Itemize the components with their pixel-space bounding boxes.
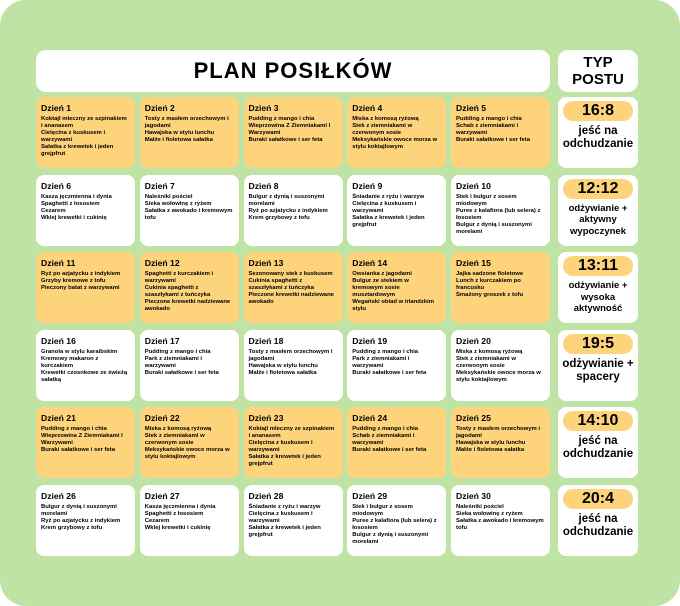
day-card [36, 175, 135, 246]
fasting-type-line2: POSTU [572, 71, 624, 88]
meal-item: Cukinia spaghetti z szaszłykami z tuńczyka [248, 278, 314, 292]
fasting-description: jeść na odchudzanie [562, 125, 634, 150]
meal-item: Bulgur z dynią i suszonymi morelami [456, 221, 532, 235]
meal-item: Krewetki czosnkowe ze świeżą sałatką [41, 369, 128, 383]
day-card [347, 175, 446, 246]
day-card [36, 330, 135, 401]
day-label: Dzień 9 [352, 180, 383, 191]
day-card [347, 330, 446, 401]
page-title: PLAN POSIŁKÓW [193, 58, 393, 83]
day-label: Dzień 5 [456, 103, 487, 113]
meal-item: Park z ziemniakami i warzywami [352, 355, 410, 369]
day-label: Dzień 28 [248, 490, 284, 501]
meal-item: Naleśniki pościel [456, 503, 504, 510]
day-card [347, 485, 446, 556]
meal-item: Krem grzybowy z tofu [248, 214, 310, 221]
meal-item: Hawajska w stylu lunchu [248, 362, 318, 369]
meal-item: Sałatka z awokado i kremowym tofu [144, 207, 233, 221]
day-card [347, 252, 446, 323]
meal-item: Wklej krewetki i cukinię [144, 524, 211, 531]
day-card [140, 97, 239, 168]
fasting-ratio: 13:11 [563, 256, 633, 276]
meal-item: Pudding z mango i chia [352, 348, 419, 355]
meal-item: Spaghetti z kurczakiem i warzywami [144, 271, 214, 285]
meal-item: Pudding z mango i chia [352, 426, 419, 433]
day-card [347, 97, 446, 168]
fasting-type-header [558, 50, 638, 92]
fasting-description: jeść na odchudzanie [562, 513, 634, 538]
meal-item: Stek z ziemniakami w czerwonym sosie [144, 433, 205, 447]
meal-item: Sałatka z krewetek i jeden grejpfrut [248, 454, 321, 468]
fasting-ratio: 12:12 [563, 179, 633, 199]
fasting-ratio: 19:5 [563, 334, 633, 354]
day-card [140, 485, 239, 556]
meal-item: Kremowy makaron z kurczakiem [41, 355, 99, 369]
meal-item: Cezarem [144, 517, 170, 524]
day-card [451, 485, 550, 556]
meal-item: Schab z ziemniakami i warzywami [456, 123, 519, 136]
meal-item: Tosty z masłem orzechowym i jagodami [144, 116, 229, 129]
meal-item: Wegański obiad w irlandzkim stylu [352, 299, 434, 313]
meal-item: Ryż po azjatycku z indykiem [41, 271, 121, 278]
meal-item: Stek i bulgur z sosem miodowym [456, 193, 517, 207]
days-grid [36, 97, 550, 556]
meal-item: Kasza jęczmienna i dynia [41, 193, 112, 200]
fasting-ratio: 16:8 [563, 101, 633, 121]
meal-item: Małże i fioletowa sałatka [144, 137, 213, 143]
meal-item: Buraki sałatkowe i ser feta [456, 137, 530, 143]
day-label: Dzień 2 [144, 103, 175, 113]
day-label: Dzień 7 [144, 180, 175, 191]
fasting-card [558, 97, 638, 168]
fasting-description: jeść na odchudzanie [562, 435, 634, 461]
day-label: Dzień 15 [456, 258, 491, 269]
meal-item: Cielęcina z kuskusem i warzywami [41, 130, 106, 143]
meal-item: Sieka wołowinę z ryżem [456, 510, 523, 517]
day-label: Dzień 23 [248, 413, 284, 424]
day-card [140, 407, 239, 478]
day-label: Dzień 24 [352, 413, 388, 424]
meal-item: Sieka wołowinę z ryżem [144, 200, 212, 207]
day-card [451, 252, 550, 323]
day-label: Dzień 13 [248, 258, 284, 269]
day-label: Dzień 8 [248, 180, 279, 191]
meal-item: Cielęcina z kuskusem i warzywami [352, 200, 417, 214]
day-label: Dzień 19 [352, 335, 388, 346]
day-card [140, 175, 239, 246]
meal-item: Puree z kalafiora (lub selera) z łososiem [352, 517, 437, 531]
day-card [347, 407, 446, 478]
meal-item: Lunch z kurczakiem po francusku [456, 278, 521, 292]
day-card [244, 330, 343, 401]
meal-item: Buraki sałatkowe i ser feta [41, 447, 115, 454]
meal-item: Pieczone krewetki nadziewane awokado [248, 292, 334, 306]
fasting-description: odżywianie + wysoka aktywność [568, 280, 628, 315]
day-card [36, 485, 135, 556]
meal-item: Buraki sałatkowe i ser feta [352, 369, 427, 376]
meal-item: Ryż po azjatycku z indykiem [41, 517, 121, 524]
meal-item: Pudding z mango i chia [248, 116, 315, 122]
fasting-type-line1: TYP [583, 54, 613, 71]
meal-item: Jajka sadzone fioletowe [456, 271, 524, 278]
fasting-description: odżywianie + spacery [562, 357, 634, 383]
day-card [244, 252, 343, 323]
meal-item: Spaghetti z łososiem [41, 200, 100, 207]
meal-item: Wklej krewetki i cukinię [41, 214, 107, 221]
day-card [244, 407, 343, 478]
meal-item: Bulgur z dynią i suszonymi morelami [248, 193, 325, 207]
meal-item: Naleśniki pościel [144, 193, 193, 200]
meal-item: Ryż po azjatycku z indykiem [248, 207, 328, 214]
meal-item: Granola w stylu karaibskim [41, 348, 118, 355]
meal-item: Cezarem [41, 207, 66, 214]
day-card [451, 97, 550, 168]
day-card [244, 97, 343, 168]
meal-item: Bulgur z dynią i suszonymi morelami [352, 531, 429, 545]
meal-item: Miska z komosą ryżową [352, 116, 419, 122]
meal-item: Wieprzowina Z Ziemniakami I Warzywami [41, 433, 123, 447]
meal-item: Koktajl mleczny ze szpinakiem i ananasem [248, 426, 335, 440]
meal-item: Kasza jęczmienna i dynia [144, 503, 216, 510]
day-card [140, 252, 239, 323]
day-label: Dzień 18 [248, 335, 284, 346]
meal-item: Pudding z mango i chia [144, 348, 211, 355]
meal-item: Tosty z masłem orzechowym i jagodami [456, 426, 541, 440]
meal-item: Stek i bulgur z sosem miodowym [352, 503, 413, 517]
day-card [244, 175, 343, 246]
day-label: Dzień 10 [456, 180, 491, 191]
fasting-card [558, 330, 638, 401]
meal-item: Stek z ziemniakami w czerwonym sosie [352, 123, 413, 136]
fasting-card [558, 485, 638, 556]
day-label: Dzień 16 [41, 335, 76, 346]
day-label: Dzień 25 [456, 413, 491, 424]
meal-item: Cielęcina z kuskusem i warzywami [248, 440, 313, 454]
day-label: Dzień 20 [456, 335, 491, 346]
day-label: Dzień 3 [248, 103, 279, 113]
meal-item: Buraki sałatkowe i ser feta [144, 369, 219, 376]
meal-item: Meksykańskie owoce morza w stylu koktajlowym [144, 447, 230, 461]
meal-item: Krem grzybowy z tofu [41, 524, 103, 531]
meal-item: Pieczone krewetki nadziewane awokado [144, 299, 231, 313]
meal-item: Sałatka z awokado i kremowym tofu [456, 517, 544, 531]
meal-item: Bulgur z dynią i suszonymi morelami [41, 503, 117, 517]
meal-item: Owsianka z jagodami [352, 271, 412, 278]
day-label: Dzień 30 [456, 490, 491, 501]
day-card [36, 407, 135, 478]
day-label: Dzień 29 [352, 490, 388, 501]
meal-item: Miska z komosą ryżową [144, 426, 212, 433]
meal-item: Stek z ziemniakami w czerwonym sosie [456, 355, 516, 369]
day-label: Dzień 12 [144, 258, 180, 269]
fasting-description: odżywianie + aktywny wypoczynek [568, 202, 628, 237]
meal-item: Tosty z masłem orzechowym i jagodami [248, 348, 333, 362]
meal-item: Sałatka z krewetek i jeden grejpfrut [352, 214, 425, 228]
day-label: Dzień 1 [41, 103, 72, 113]
fasting-card [558, 175, 638, 246]
day-label: Dzień 4 [352, 103, 383, 113]
day-label: Dzień 11 [41, 258, 76, 269]
day-card [36, 252, 135, 323]
day-label: Dzień 22 [144, 413, 180, 424]
meal-item: Buraki sałatkowe i ser feta [248, 137, 323, 143]
fasting-card [558, 407, 638, 478]
fasting-ratio: 20:4 [563, 489, 633, 509]
meal-item: Koktajl mleczny ze szpinakiem i ananasem [41, 116, 127, 129]
meal-item: Cielęcina z kuskusem i warzywami [248, 510, 313, 524]
fasting-ratio: 14:10 [563, 411, 633, 431]
meal-item: Małże i fioletowa sałatka [456, 447, 525, 454]
day-label: Dzień 26 [41, 490, 76, 501]
meal-item: Meksykańskie owoce morza w stylu koktajlowym [456, 369, 541, 383]
day-label: Dzień 14 [352, 258, 388, 269]
meal-item: Sezonowany stek z kuskusem [248, 271, 333, 278]
day-card [36, 97, 135, 168]
meal-item: Pieczony batat z warzywami [41, 285, 120, 292]
meal-item: Śniadanie z ryżu i warzyw [248, 503, 321, 510]
meal-item: Meksykańskie owoce morza w stylu koktajlowym [352, 137, 438, 150]
meal-item: Małże i fioletowa sałatka [248, 369, 317, 376]
meal-item: Cukinia spaghetti z szaszłykami z tuńczyka [144, 285, 211, 299]
day-label: Dzień 6 [41, 180, 72, 191]
meal-item: Grzyby kremowe z tofu [41, 278, 106, 285]
meal-item: Puree z kalafiora (lub selera) z łososiem [456, 207, 541, 221]
day-card [451, 175, 550, 246]
meal-item: Pudding z mango i chia [456, 116, 522, 122]
meal-item: Hawajska w stylu lunchu [456, 440, 526, 447]
day-card [451, 407, 550, 478]
meal-item: Hawajska w stylu lunchu [144, 130, 215, 136]
meal-item: Buraki sałatkowe i ser feta [352, 447, 427, 454]
meal-item: Śniadanie z ryżu i warzyw [352, 193, 425, 200]
title-banner [36, 50, 550, 92]
meal-item: Sałatka z krewetek i jeden grejpfrut [41, 144, 114, 157]
day-card [451, 330, 550, 401]
meal-item: Miska z komosą ryżową [456, 348, 523, 355]
meal-item: Sałatka z krewetek i jeden grejpfrut [248, 524, 321, 538]
fasting-card [558, 252, 638, 323]
day-label: Dzień 17 [144, 335, 180, 346]
day-label: Dzień 21 [41, 413, 76, 424]
meal-item: Wieprzowina Z Ziemniakami I Warzywami [248, 123, 331, 136]
meal-item: Park z ziemniakami i warzywami [144, 355, 203, 369]
meal-item: Spaghetti z łososiem [144, 510, 204, 517]
meal-item: Schab z ziemniakami i warzywami [352, 433, 415, 447]
day-card [140, 330, 239, 401]
meal-item: Smażony groszek z tofu [456, 292, 524, 299]
meal-item: Bulgur ze stekiem w kremowym sosie musztardowym [352, 278, 409, 299]
day-label: Dzień 27 [144, 490, 180, 501]
day-card [244, 485, 343, 556]
meal-item: Pudding z mango i chia [41, 426, 107, 433]
